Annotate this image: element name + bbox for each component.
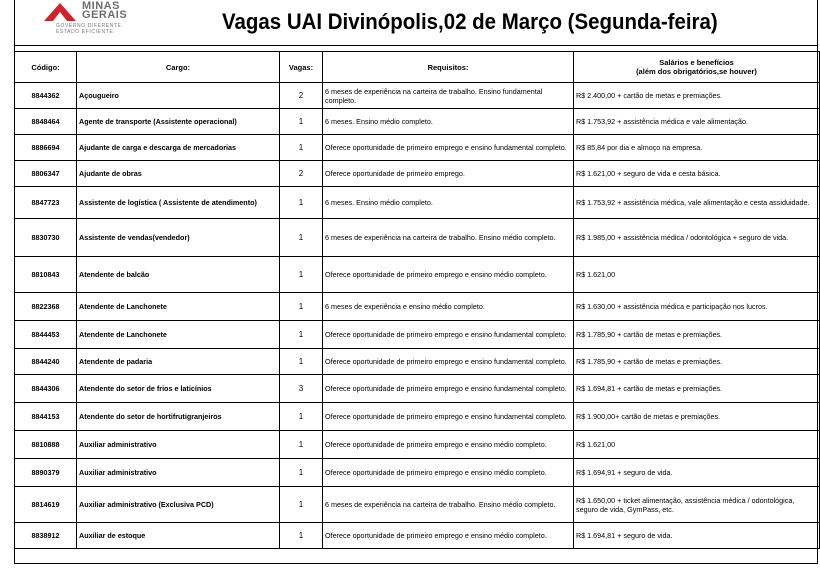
table-row [15, 459, 820, 487]
cell-sal: R$ 1.694,81 + cartão de metas e premiações. [574, 375, 820, 403]
cell-code: 8890379 [15, 459, 77, 487]
cell-code: 8847723 [15, 187, 77, 219]
cell-cargo: Ajudante de obras [77, 161, 280, 187]
cell-cargo: Assistente de logística ( Assistente de atendimento) [77, 187, 280, 219]
cell-sal: R$ 1.985,00 + assistência médica / odontológica + seguro de vida. [574, 219, 820, 257]
cell-vagas: 1 [280, 523, 323, 549]
table-row [15, 135, 820, 161]
cell-req: Oferece oportunidade de primeiro emprego e ensino médio completo. [323, 431, 574, 459]
cell-sal: R$ 1.650,00 + ticket alimentação, assistência médica / odontológica, seguro de vida, GymPass, etc. [574, 487, 820, 523]
cell-code: 8844362 [15, 83, 77, 109]
cell-cargo: Agente de transporte (Assistente operacional) [77, 109, 280, 135]
cell-code: 8822368 [15, 293, 77, 321]
cell-sal: R$ 2.400,00 + cartão de metas e premiações. [574, 83, 820, 109]
minas-gerais-logo [44, 0, 194, 37]
cell-vagas: 1 [280, 321, 323, 349]
cell-vagas: 1 [280, 349, 323, 375]
cell-cargo: Atendente de balcão [77, 257, 280, 293]
cell-req: 6 meses. Ensino médio completo. [323, 109, 574, 135]
table-row [15, 161, 820, 187]
cell-req: 6 meses de experiência e ensino médio completo. [323, 293, 574, 321]
cell-cargo: Auxiliar administrativo [77, 431, 280, 459]
cell-req: Oferece oportunidade de primeiro emprego e ensino médio completo. [323, 257, 574, 293]
cell-req: Oferece oportunidade de primeiro emprego e ensino fundamental completo. [323, 135, 574, 161]
table-row [15, 375, 820, 403]
table-row [15, 403, 820, 431]
cell-vagas: 1 [280, 459, 323, 487]
cell-req: Oferece oportunidade de primeiro emprego e ensino fundamental completo. [323, 321, 574, 349]
cell-req: Oferece oportunidade de primeiro emprego e ensino médio completo. [323, 523, 574, 549]
cell-code: 8810888 [15, 431, 77, 459]
page-title: Vagas UAI Divinópolis,02 de Março (Segunda-feira) [222, 9, 718, 34]
cell-code: 8806347 [15, 161, 77, 187]
cell-req: Oferece oportunidade de primeiro emprego e ensino fundamental completo. [323, 375, 574, 403]
table-row [15, 349, 820, 375]
cell-cargo: Açougueiro [77, 83, 280, 109]
header-cargo: Cargo: [77, 52, 280, 83]
cell-sal: R$ 1.753,92 + assistência médica e vale alimentação. [574, 109, 820, 135]
cell-req: Oferece oportunidade de primeiro emprego e ensino fundamental completo. [323, 403, 574, 431]
cell-cargo: Atendente do setor de hortifrutigranjeiros [77, 403, 280, 431]
triangle-logo-icon [44, 3, 76, 21]
cell-vagas: 2 [280, 83, 323, 109]
cell-sal: R$ 1.621,00 + seguro de vida e cesta básica. [574, 161, 820, 187]
cell-sal: R$ 1.694,81 + seguro de vida. [574, 523, 820, 549]
cell-vagas: 1 [280, 109, 323, 135]
cell-cargo: Atendente do setor de frios e laticínios [77, 375, 280, 403]
header-vagas: Vagas: [280, 52, 323, 83]
cell-cargo: Auxiliar administrativo (Exclusiva PCD) [77, 487, 280, 523]
cell-req: 6 meses de experiência na carteira de trabalho. Ensino médio completo. [323, 487, 574, 523]
cell-vagas: 1 [280, 487, 323, 523]
cell-vagas: 1 [280, 257, 323, 293]
cell-code: 8844453 [15, 321, 77, 349]
cell-req: 6 meses de experiência na carteira de trabalho. Ensino médio completo. [323, 219, 574, 257]
table-row [15, 487, 820, 523]
cell-sal: R$ 1.753,92 + assistência médica, vale alimentação e cesta assiduidade. [574, 187, 820, 219]
header-code: Código: [15, 52, 77, 83]
cell-code: 8844240 [15, 349, 77, 375]
cell-cargo: Ajudante de carga e descarga de mercadorias [77, 135, 280, 161]
cell-req: Oferece oportunidade de primeiro emprego e ensino fundamental completo. [323, 349, 574, 375]
cell-sal: R$ 1.630,00 + assistência médica e participação nos lucros. [574, 293, 820, 321]
cell-req: Oferece oportunidade de primeiro emprego. [323, 161, 574, 187]
logo-wordmark: MINAS GERAIS [82, 0, 128, 21]
cell-vagas: 2 [280, 161, 323, 187]
cell-code: 8810843 [15, 257, 77, 293]
table-row [15, 293, 820, 321]
table-row [15, 219, 820, 257]
cell-sal: R$ 1.621,00 [574, 431, 820, 459]
cell-vagas: 1 [280, 431, 323, 459]
cell-cargo: Auxiliar administrativo [77, 459, 280, 487]
cell-vagas: 1 [280, 403, 323, 431]
cell-code: 8838912 [15, 523, 77, 549]
cell-sal: R$ 1.785,90 + cartão de metas e premiações. [574, 321, 820, 349]
table-row [15, 187, 820, 219]
cell-code: 8844153 [15, 403, 77, 431]
cell-cargo: Assistente de vendas(vendedor) [77, 219, 280, 257]
table-row [15, 109, 820, 135]
cell-vagas: 3 [280, 375, 323, 403]
cell-cargo: Atendente de Lanchonete [77, 293, 280, 321]
table-row [15, 321, 820, 349]
cell-cargo: Atendente de padaria [77, 349, 280, 375]
table-row [15, 431, 820, 459]
cell-cargo: Auxiliar de estoque [77, 523, 280, 549]
cell-req: 6 meses de experiência na carteira de trabalho. Ensino fundamental completo. [323, 83, 574, 109]
table-row [15, 83, 820, 109]
cell-req: 6 meses. Ensino médio completo. [323, 187, 574, 219]
cell-code: 8830730 [15, 219, 77, 257]
logo-tagline: GOVERNO DIFERENTE. ESTADO EFICIENTE. [56, 23, 124, 35]
cell-sal: R$ 1.694,91 + seguro de vida. [574, 459, 820, 487]
cell-sal: R$ 1.785,90 + cartão de metas e premiações. [574, 349, 820, 375]
cell-sal: R$ 85,84 por dia e almoço na empresa. [574, 135, 820, 161]
cell-cargo: Atendente de Lanchonete [77, 321, 280, 349]
cell-sal: R$ 1.621,00 [574, 257, 820, 293]
cell-sal: R$ 1.900,00+ cartão de metas e premiações. [574, 403, 820, 431]
table-header-row [15, 52, 820, 83]
jobs-table [14, 51, 820, 549]
cell-code: 8848464 [15, 109, 77, 135]
cell-vagas: 1 [280, 219, 323, 257]
cell-vagas: 1 [280, 135, 323, 161]
cell-vagas: 1 [280, 293, 323, 321]
cell-vagas: 1 [280, 187, 323, 219]
table-row [15, 257, 820, 293]
header-salarios: Salários e benefícios (além dos obrigatórios,se houver) [574, 52, 820, 83]
cell-req: Oferece oportunidade de primeiro emprego e ensino médio completo. [323, 459, 574, 487]
cell-code: 8886694 [15, 135, 77, 161]
table-row [15, 523, 820, 549]
header-requisitos: Requisitos: [323, 52, 574, 83]
cell-code: 8814619 [15, 487, 77, 523]
cell-code: 8844306 [15, 375, 77, 403]
